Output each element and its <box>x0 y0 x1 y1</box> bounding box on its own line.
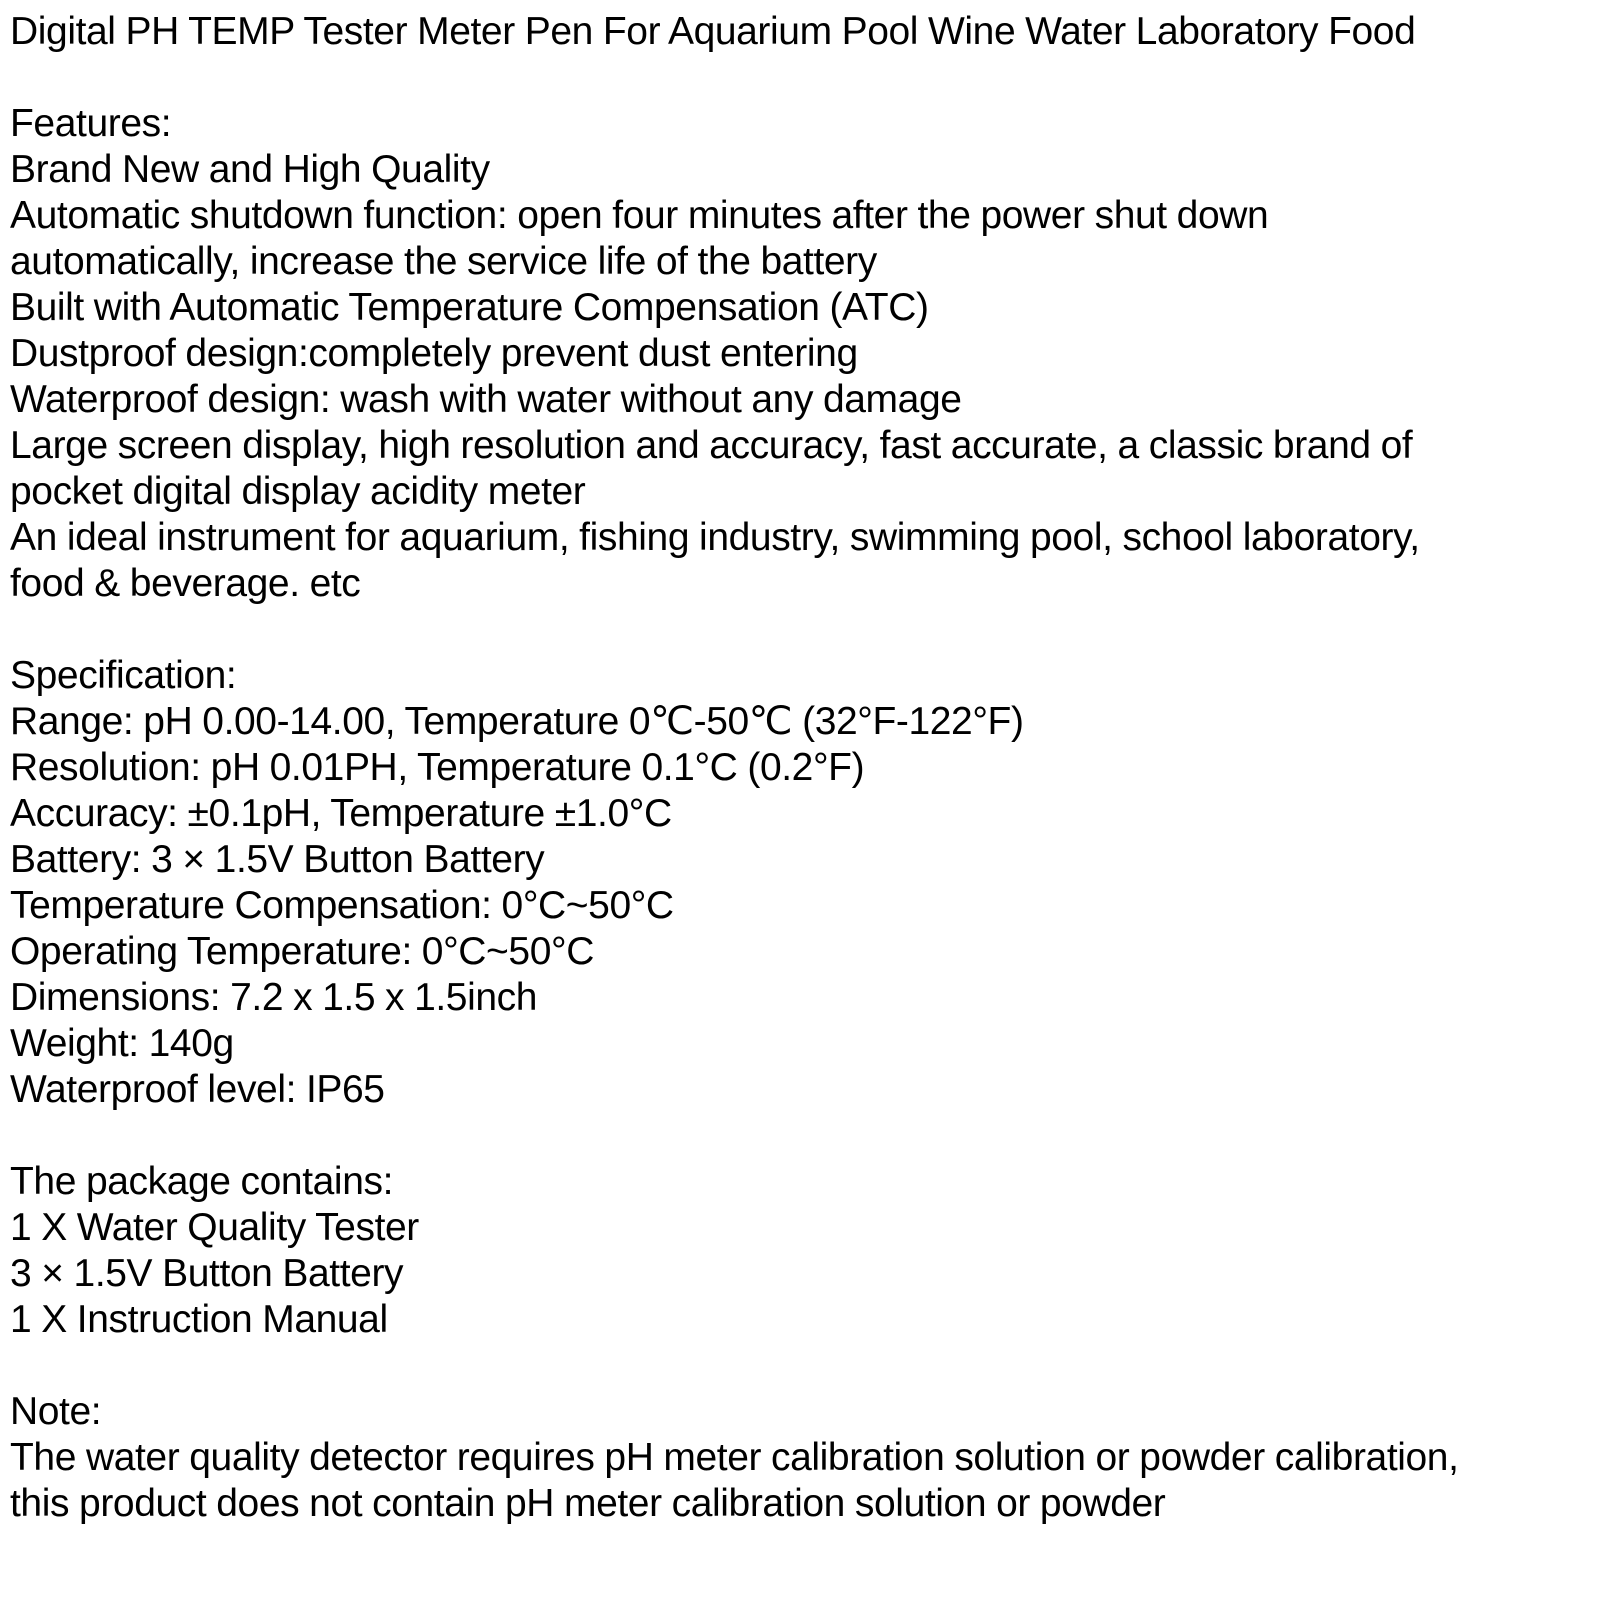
spec-temperature-compensation: Temperature Compensation: 0°C~50°C <box>10 884 674 927</box>
note-list <box>10 1435 1598 1527</box>
features-line: Dustproof design:completely prevent dust entering <box>10 332 858 375</box>
specification-list <box>10 699 1598 1113</box>
package-list <box>10 1205 1598 1343</box>
note-line: this product does not contain pH meter calibration solution or powder <box>10 1482 1166 1525</box>
spec-dimensions: Dimensions: 7.2 x 1.5 x 1.5inch <box>10 976 538 1019</box>
note-heading: Note: <box>10 1390 102 1433</box>
spacer <box>10 55 1598 101</box>
specification-section <box>10 653 1598 1113</box>
spec-battery: Battery: 3 × 1.5V Button Battery <box>10 838 545 881</box>
features-section <box>10 101 1598 607</box>
spec-waterproof-level: Waterproof level: IP65 <box>10 1068 385 1111</box>
note-line: The water quality detector requires pH meter calibration solution or powder calibration, <box>10 1436 1459 1479</box>
package-heading: The package contains: <box>10 1160 394 1203</box>
spec-accuracy: Accuracy: ±0.1pH, Temperature ±1.0°C <box>10 792 672 835</box>
specification-heading: Specification: <box>10 654 237 697</box>
features-line: food & beverage. etc <box>10 562 361 605</box>
features-line: pocket digital display acidity meter <box>10 470 586 513</box>
features-line: An ideal instrument for aquarium, fishing industry, swimming pool, school laboratory, <box>10 516 1420 559</box>
features-list <box>10 147 1598 607</box>
features-heading: Features: <box>10 102 172 145</box>
note-section <box>10 1389 1598 1527</box>
features-line: Automatic shutdown function: open four minutes after the power shut down <box>10 194 1269 237</box>
features-line: automatically, increase the service life of the battery <box>10 240 877 283</box>
spacer <box>10 1113 1598 1159</box>
features-line: Built with Automatic Temperature Compensation (ATC) <box>10 286 929 329</box>
spec-range: Range: pH 0.00-14.00, Temperature 0℃-50℃ (32°F-122°F) <box>10 700 1024 743</box>
product-description-document <box>10 9 1598 1527</box>
package-item: 3 × 1.5V Button Battery <box>10 1252 404 1295</box>
product-title: Digital PH TEMP Tester Meter Pen For Aquarium Pool Wine Water Laboratory Food <box>10 10 1416 53</box>
spec-operating-temperature: Operating Temperature: 0°C~50°C <box>10 930 594 973</box>
spec-resolution: Resolution: pH 0.01PH, Temperature 0.1°C (0.2°F) <box>10 746 865 789</box>
spacer <box>10 607 1598 653</box>
package-item: 1 X Water Quality Tester <box>10 1206 419 1249</box>
features-line: Waterproof design: wash with water without any damage <box>10 378 962 421</box>
package-section <box>10 1159 1598 1343</box>
features-line: Large screen display, high resolution and accuracy, fast accurate, a classic brand of <box>10 424 1413 467</box>
features-line: Brand New and High Quality <box>10 148 490 191</box>
package-item: 1 X Instruction Manual <box>10 1298 388 1341</box>
spacer <box>10 1343 1598 1389</box>
spec-weight: Weight: 140g <box>10 1022 234 1065</box>
